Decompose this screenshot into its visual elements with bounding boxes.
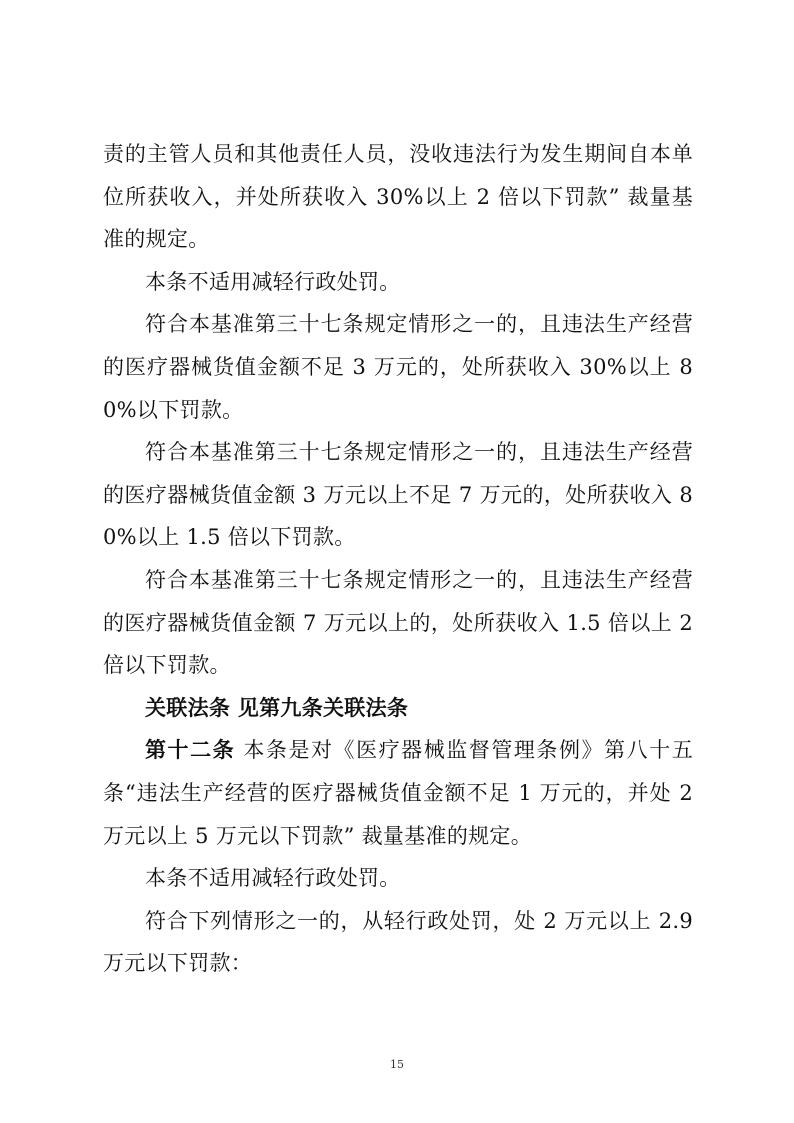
page-number: 15	[390, 1058, 404, 1071]
article-12-text: 本条是对《医疗器械监督管理条例》第八十五条“违法生产经营的医疗器械货值金额不足 1 万元的，并处 2 万元以上 5 万元以下罚款” 裁量基准的规定。	[103, 738, 693, 848]
related-law-heading: 关联法条 见第九条关联法条	[145, 695, 409, 720]
paragraph-continuation: 责的主管人员和其他责任人员，没收违法行为发生期间自本单位所获收入，并处所获收入 30%以上 2 倍以下罚款” 裁量基准的规定。	[103, 142, 693, 252]
paragraph-no-mitigation-2: 本条不适用减轻行政处罚。	[145, 866, 401, 891]
paragraph-3w-to-7w: 符合本基准第三十七条规定情形之一的，且违法生产经营的医疗器械货值金额 3 万元以上不足 7 万元的，处所获收入 80%以上 1.5 倍以下罚款。	[103, 440, 693, 550]
paragraph-over-7w: 符合本基准第三十七条规定情形之一的，且违法生产经营的医疗器械货值金额 7 万元以上的，处所获收入 1.5 倍以上 2 倍以下罚款。	[103, 567, 693, 678]
article-12-paragraph	[103, 729, 693, 857]
paragraph-no-mitigation: 本条不适用减轻行政处罚。	[145, 269, 401, 294]
page-body	[103, 133, 693, 985]
paragraph-under-3w: 符合本基准第三十七条规定情形之一的，且违法生产经营的医疗器械货值金额不足 3 万元的，处所获收入 30%以上 80%以下罚款。	[103, 312, 693, 422]
article-12-heading: 第十二条	[145, 738, 236, 763]
paragraph-lighter-penalty: 符合下列情形之一的，从轻行政处罚，处 2 万元以上 2.9 万元以下罚款：	[103, 908, 693, 976]
